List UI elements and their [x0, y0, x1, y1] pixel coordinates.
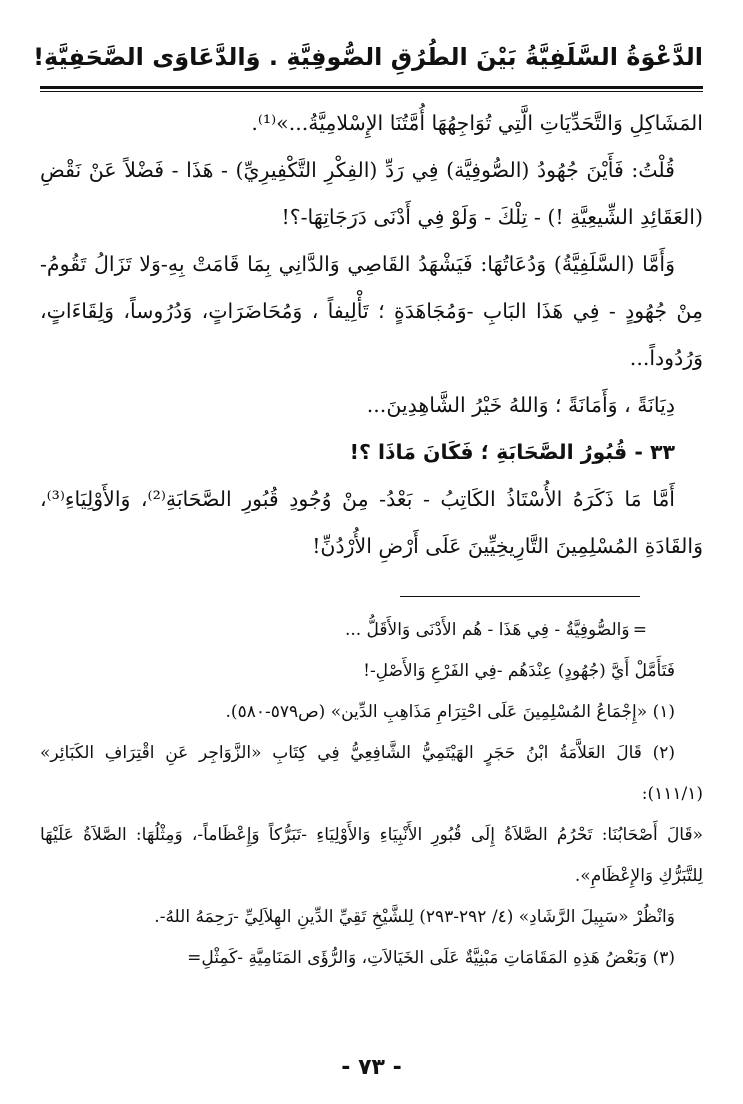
body-paragraph-2: قُلْتُ: فَأَيْنَ جُهُودُ (الصُّوفِيَّة) فِي رَدِّ (الفِكْرِ التَّكْفِيرِيِّ) - هَذَا - فَضْلاً عَنْ نَقْضِ (العَقَائِدِ الشِّيعِيَّةِ !) - تِلْكَ - وَلَوْ فِي أَدْنَى دَرَجَاتِهَا-؟!	[40, 158, 703, 229]
footnote-3: (٣) وَبَعْضُ هَذِهِ المَقَامَاتِ مَبْنِيَّةٌ عَلَى الخَيَالاَتِ، وَالرُّؤَى المَنَامِيَّةِ -كَمِثْلِ=	[187, 948, 675, 968]
body-paragraph-3: وَأَمَّا (السَّلَفِيَّةُ) وَدُعَاتُهَا: فَيَشْهَدُ القَاصِي وَالدَّانِي بِمَا قَامَتْ بِهِ-وَلا تَزَالُ تَقُومُ- مِنْ جُهُودٍ - فِي هَذَا البَابِ -وَمُجَاهَدَةٍ ؛ تَأْلِيفاً ، وَمُحَاضَرَاتٍ، وَدُرُوساً، وَلِقَاءَاتٍ، وَرُدُوداً...	[40, 252, 703, 370]
page-number: - ٧٣ -	[341, 1055, 402, 1080]
footnote-2-quote: «قَالَ أَصْحَابُنَا: تَحْرُمُ الصَّلاَةُ إِلَى قُبُورِ الأَنْبِيَاءِ وَالأَوْلِيَاءِ -تَبَرُّكاً وَإِعْظَاماً-، وَمِثْلُهَا: الصَّلاَةُ عَلَيْهَا لِلتَّبَرُّكِ وَالإِعْظَامِ».	[40, 825, 703, 886]
footnote-2-reference: وَانْظُرْ «سَبِيلَ الرَّشَادِ» (٤/ ٢٩٢-٢٩٣) لِلشَّيْخِ تَقِيِّ الدِّينِ الهِلاَلِيِّ -رَحِمَهُ اللهُ-.	[154, 907, 675, 927]
footnote-2: (٢) قَالَ العَلاَّمَةُ ابْنُ حَجَرٍ الهَيْتَمِيُّ الشَّافِعِيُّ فِي كِتَابِ «الزَّوَاجِر عَنِ اقْتِرَافِ الكَبَائِر» (١١١/١):	[40, 743, 703, 804]
footnote-continued-2: فَتَأَمَّلْ أَيَّ (جُهُودٍ) عِنْدَهُم -فِي الفَرْعِ وَالأَصْلِ-!	[363, 661, 675, 681]
footnote-continued-1-text: وَالصُّوفِيَّةُ - فِي هَذَا - هُم الأَدْنَى وَالأَقَلُّ ...	[344, 620, 630, 640]
section-heading-33: ٣٣ - قُبُورُ الصَّحَابَةِ ؛ فَكَانَ مَاذَا ؟!	[349, 440, 675, 464]
footnote-separator	[400, 596, 640, 597]
header-rule-thick	[40, 86, 703, 89]
main-text	[40, 100, 703, 580]
header-rule-thin	[40, 91, 703, 92]
running-header: الدَّعْوَةُ السَّلَفِيَّةُ بَيْنَ الطُرُقِ الصُّوفِيَّةِ . وَالدَّعَاوَى الصَّحَفِيَّةِ!	[33, 43, 703, 71]
body-paragraph-5: أَمَّا مَا ذَكَرَهُ الأُسْتَاذُ الكَاتِبُ - بَعْدُ- مِنْ وُجُودِ قُبُورِ الصَّحَابَةِ⁽²⁾، وَالأَوْلِيَاءِ⁽³⁾، وَالقَادَةِ المُسْلِمِينَ التَّارِيخِيِّينَ عَلَى أَرْضِ الأُرْدُنِّ!	[40, 487, 703, 558]
footnotes	[40, 610, 703, 1030]
footnote-continued-1	[40, 610, 703, 651]
body-paragraph-4: دِيَانَةً ، وَأَمَانَةً ؛ وَاللهُ خَيْرُ الشَّاهِدِينَ...	[366, 393, 675, 417]
footnote-1: (١) «إِجْمَاعُ المُسْلِمِينَ عَلَى احْتِرَامِ مَذَاهِبِ الدِّين» (ص٥٧٩-٥٨٠).	[225, 702, 675, 722]
continuation-mark: =	[632, 620, 647, 640]
body-paragraph-1: المَشَاكِلِ وَالتَّحَدِّيَاتِ الَّتِي تُوَاجِهُهَا أُمَّتُنَا الإِسْلامِيَّةُ...»⁽¹⁾.	[251, 111, 703, 135]
